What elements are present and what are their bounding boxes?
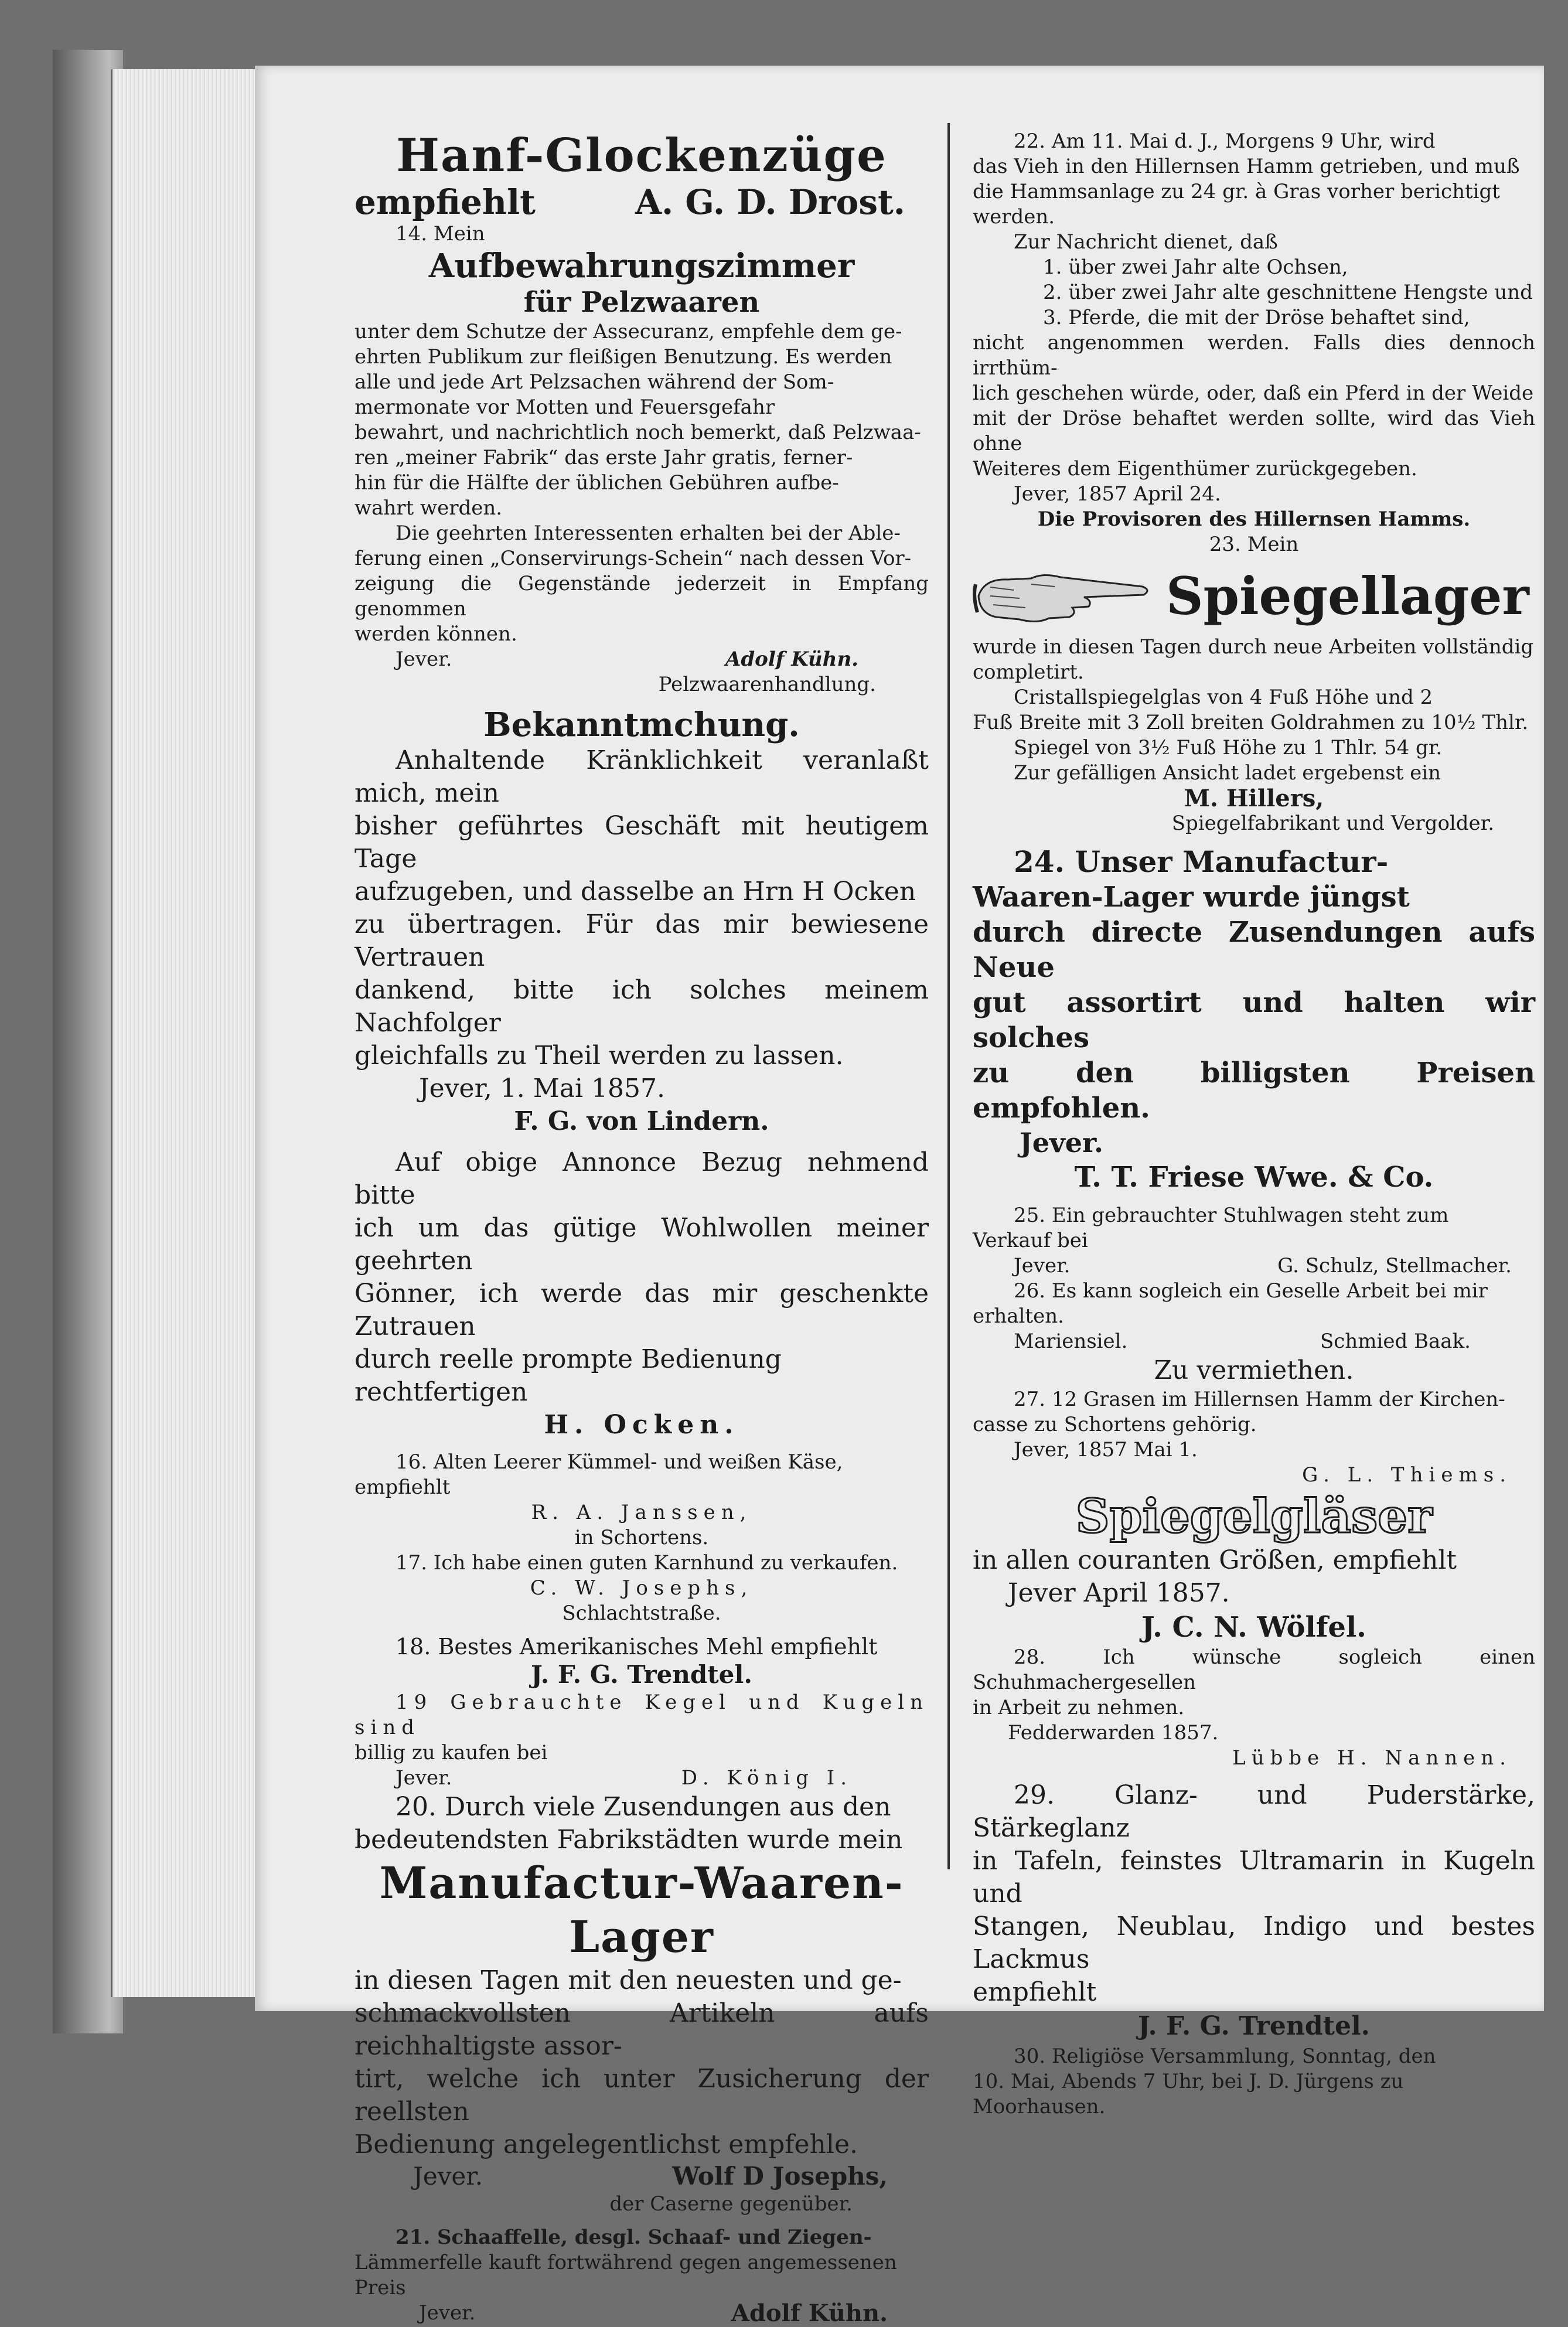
ad-14-body bbox=[354, 319, 929, 647]
ad-23-text3: Spiegel von 3½ Fuß Höhe zu 1 Thlr. 54 gr. bbox=[1014, 736, 1443, 759]
text-line: lich geschehen würde, oder, daß ein Pferd in der Weide bbox=[973, 381, 1534, 405]
ad-17: 17. Ich habe einen guten Karnhund zu verkaufen. bbox=[396, 1551, 898, 1575]
ad-18: 18. Bestes Amerikanisches Mehl empfiehlt bbox=[396, 1634, 878, 1660]
ad-25-b: Verkauf bei bbox=[973, 1229, 1088, 1252]
ad-30-line2: 10. Mai, Abends 7 Uhr, bei J. D. Jürgens zu bbox=[973, 2070, 1404, 2093]
ad-27-head: Zu vermiethen. bbox=[1154, 1355, 1354, 1385]
ad-23-text2: Fuß Breite mit 3 Zoll breiten Goldrahmen zu 10½ Thlr. bbox=[973, 711, 1529, 734]
ad-23-label: 23. Mein bbox=[1209, 533, 1299, 556]
ad-23-head-row bbox=[973, 561, 1535, 631]
page-edges bbox=[111, 69, 256, 1997]
ad-14-head2: für Pelzwaaren bbox=[523, 286, 760, 319]
ad-26-b: erhalten. bbox=[973, 1304, 1064, 1328]
ad-14-head1: Aufbewahrungszimmer bbox=[428, 247, 855, 285]
text-line: durch directe Zusendungen aufs Neue bbox=[973, 916, 1535, 984]
text-line: hin für die Hälfte der üblichen Gebühren aufbe- bbox=[354, 471, 839, 495]
place: Mariensiel. bbox=[1014, 1330, 1128, 1353]
ad-26-sign bbox=[973, 1329, 1535, 1354]
ad-19-line2: billig zu kaufen bei bbox=[354, 1741, 548, 1764]
text-line: dankend, bitte ich solches meinem Nachfolger bbox=[354, 975, 929, 1038]
ad-16-ort: in Schortens. bbox=[574, 1526, 709, 1549]
text-line: nicht angenommen werden. Falls dies dennoch irrthüm- bbox=[973, 331, 1535, 380]
signature-name: Schmied Baak. bbox=[1320, 1330, 1471, 1353]
ad-27-line1: 27. 12 Grasen im Hillernsen Hamm der Kirchen- bbox=[1014, 1388, 1505, 1411]
text-line: alle und jede Art Pelzsachen während der Som- bbox=[354, 370, 834, 394]
signature-name: D. König I. bbox=[681, 1766, 853, 1790]
text-line: Anhaltende Kränklichkeit veranlaßt mich, mein bbox=[354, 745, 929, 808]
ad-24-ort: Jever. bbox=[1020, 1127, 1104, 1159]
ad-20-line1: 20. Durch viele Zusendungen aus den bbox=[396, 1792, 891, 1822]
ad-bek-body bbox=[354, 744, 929, 1072]
ad-28-name: Lübbe H. Nannen. bbox=[1232, 1746, 1512, 1770]
text-line: Zur Nachricht dienet, daß bbox=[1014, 230, 1278, 254]
ad-24-label: 24. Unser Manufactur- bbox=[1014, 844, 1389, 879]
text-line: werden können. bbox=[354, 622, 517, 646]
ad-hanf-title: Hanf-Glockenzüge bbox=[396, 129, 887, 182]
place: Jever. bbox=[396, 648, 452, 671]
text-line: schmackvollsten Artikeln aufs reichhaltigste assor- bbox=[354, 1998, 929, 2061]
ad-30-line3: Moorhausen. bbox=[973, 2095, 1106, 2118]
ad-23-text4: Zur gefälligen Ansicht ladet ergebenst ein bbox=[1014, 761, 1441, 785]
place: Jever. bbox=[396, 1766, 452, 1790]
pointing-hand-icon bbox=[973, 561, 1154, 631]
text-line: Bedienung angelegentlichst empfehle. bbox=[354, 2130, 858, 2159]
ad-bek-date: Jever, 1. Mai 1857. bbox=[419, 1074, 666, 1103]
ad-27-line2: casse zu Schortens gehörig. bbox=[973, 1413, 1257, 1436]
ad-bek-body2 bbox=[354, 1146, 929, 1409]
ad-bek-title: Bekanntmchung. bbox=[483, 706, 800, 744]
text-line: Waaren-Lager wurde jüngst bbox=[973, 881, 1410, 914]
signature-name: G. Schulz, Stellmacher. bbox=[1277, 1254, 1512, 1277]
text-line: in Tafeln, feinstes Ultramarin in Kugeln und bbox=[973, 1846, 1535, 1909]
ad-23-firma: Spiegelfabrikant und Vergolder. bbox=[1171, 812, 1494, 835]
list-item: 1. über zwei Jahr alte Ochsen, bbox=[1043, 255, 1348, 279]
ad-21-line2: Lämmerfelle kauft fortwährend gegen angemessenen bbox=[354, 2251, 897, 2274]
text-line: Weiteres dem Eigenthümer zurückgegeben. bbox=[973, 457, 1417, 481]
list-item: 2. über zwei Jahr alte geschnittene Hengste und bbox=[1043, 281, 1533, 304]
ad-hanf-empfiehlt: empfiehlt bbox=[354, 182, 536, 222]
ad-20-addr: der Caserne gegenüber. bbox=[609, 2192, 853, 2216]
text-line: ehrten Publikum zur fleißigen Benutzung. Es werden bbox=[354, 345, 892, 369]
text-line: gleichfalls zu Theil werden zu lassen. bbox=[354, 1041, 844, 1071]
text-line: tirt, welche ich unter Zusicherung der reellsten bbox=[354, 2064, 929, 2127]
ad-spg-date: Jever April 1857. bbox=[1008, 1578, 1230, 1608]
left-column bbox=[354, 129, 929, 2326]
ad-25-sign bbox=[973, 1253, 1535, 1279]
ad-17-name: C. W. Josephs, bbox=[530, 1576, 754, 1600]
ad-bek-name2: H. Ocken. bbox=[544, 1410, 739, 1440]
ad-17-ort: Schlachtstraße. bbox=[562, 1602, 721, 1625]
column-divider bbox=[947, 123, 950, 1869]
text-line: ferung einen „Conservirungs-Schein“ nach dessen Vor- bbox=[354, 547, 912, 570]
text-line: mermonate vor Motten und Feuersgefahr bbox=[354, 396, 775, 419]
ad-20-line2: bedeutendsten Fabrikstädten wurde mein bbox=[354, 1825, 903, 1855]
ad-29-name: J. F. G. Trendtel. bbox=[1138, 2011, 1370, 2041]
ad-hanf-line bbox=[354, 183, 929, 222]
text-line: 29. Glanz- und Puderstärke, Stärkeglanz bbox=[973, 1780, 1535, 1843]
text-line: Stangen, Neublau, Indigo und bestes Lackmus bbox=[973, 1912, 1535, 1974]
text-line: 22. Am 11. Mai d. J., Morgens 9 Uhr, wird bbox=[1014, 130, 1436, 153]
ad-spg-name: J. C. N. Wölfel. bbox=[1141, 1611, 1366, 1644]
ad-28-line2: in Arbeit zu nehmen. bbox=[973, 1696, 1185, 1719]
ad-24-body bbox=[973, 880, 1535, 1126]
ad-21-sign bbox=[354, 2301, 929, 2326]
text-line: zeigung die Gegenstände jederzeit in Empfang genommen bbox=[354, 572, 929, 621]
signature-name: Die Provisoren des Hillernsen Hamms. bbox=[1037, 507, 1471, 531]
text-line: die Hammsanlage zu 24 gr. à Gras vorher berichtigt bbox=[973, 180, 1500, 203]
text-line: zu übertragen. Für das mir bewiesene Vertrauen bbox=[354, 909, 929, 972]
text-line: das Vieh in den Hillernsen Hamm getrieben, und muß bbox=[973, 155, 1520, 178]
ad-21-line1: 21. Schaaffelle, desgl. Schaaf- und Ziegen- bbox=[396, 2226, 872, 2249]
signature-name: Adolf Kühn. bbox=[731, 2299, 888, 2327]
text-line: wahrt werden. bbox=[354, 496, 503, 520]
ad-20-sign bbox=[354, 2161, 929, 2192]
ad-19-line1: 19 Gebrauchte Kegel und Kugeln sind bbox=[354, 1691, 929, 1739]
ad-22 bbox=[973, 129, 1535, 532]
list-item: 3. Pferde, die mit der Dröse behaftet sind, bbox=[1043, 306, 1470, 329]
place: Jever. bbox=[1014, 1254, 1071, 1277]
ad-25: 25. Ein gebrauchter Stuhlwagen steht zum bbox=[1014, 1204, 1449, 1227]
text-line: Die geehrten Interessenten erhalten bei der Able- bbox=[396, 522, 901, 545]
right-column bbox=[973, 129, 1535, 2120]
text-line: zu den billigsten Preisen empfohlen. bbox=[973, 1057, 1535, 1125]
ad-24-name: T. T. Friese Wwe. & Co. bbox=[1074, 1161, 1434, 1194]
ad-20-head2: Lager bbox=[569, 1912, 714, 1963]
text-line: unter dem Schutze der Assecuranz, empfehle dem ge- bbox=[354, 320, 902, 343]
ad-hanf-firma: A. G. D. Drost. bbox=[635, 182, 905, 222]
ad-23-head: Spiegellager bbox=[1166, 565, 1529, 626]
text-line: gut assortirt und halten wir solches bbox=[973, 986, 1535, 1054]
ad-20-head1: Manufactur-Waaren- bbox=[379, 1858, 904, 1909]
ad-29 bbox=[973, 1779, 1535, 2009]
ad-23-text1: Cristallspiegelglas von 4 Fuß Höhe und 2 bbox=[1014, 686, 1433, 709]
ad-27-name: G. L. Thiems. bbox=[1302, 1463, 1512, 1487]
text-line: bewahrt, und nachrichtlich noch bemerkt, daß Pelzwaa- bbox=[354, 421, 921, 444]
text-line: Gönner, ich werde das mir geschenkte Zutrauen bbox=[354, 1279, 929, 1341]
ad-21-line3: Preis bbox=[354, 2276, 406, 2299]
text-line: Auf obige Annonce Bezug nehmend bitte bbox=[354, 1147, 929, 1210]
ad-19-sign bbox=[354, 1766, 929, 1791]
text-line: aufzugeben, und dasselbe an Hrn H Ocken bbox=[354, 877, 916, 907]
ad-23-body1: wurde in diesen Tagen durch neue Arbeiten vollständig bbox=[973, 635, 1534, 659]
ad-14-sign bbox=[354, 647, 929, 672]
text-line: mit der Dröse behaftet werden sollte, wird das Vieh ohne bbox=[973, 407, 1535, 455]
ad-bek-name: F. G. von Lindern. bbox=[514, 1106, 769, 1136]
ad-14-firma: Pelzwaarenhandlung. bbox=[658, 673, 876, 696]
place: Jever. bbox=[419, 2301, 476, 2325]
ad-23-name: M. Hillers, bbox=[1184, 785, 1324, 812]
text-line: ich um das gütige Wohlwollen meiner geehrten bbox=[354, 1213, 929, 1276]
ad-26: 26. Es kann sogleich ein Geselle Arbeit bei mir bbox=[1014, 1279, 1488, 1303]
ad-20-body bbox=[354, 1964, 929, 2161]
text-line: werden. bbox=[973, 205, 1055, 229]
text-line: in diesen Tagen mit den neuesten und ge- bbox=[354, 1965, 902, 1995]
ad-16-name: R. A. Janssen, bbox=[531, 1501, 752, 1524]
ad-30-line1: 30. Religiöse Versammlung, Sonntag, den bbox=[1014, 2045, 1436, 2068]
ad-spg-head: Spiegelgläser bbox=[1075, 1488, 1433, 1544]
ad-28-line1: 28. Ich wünsche sogleich einen Schuhmachergesellen bbox=[973, 1645, 1535, 1694]
text-line: bisher geführtes Geschäft mit heutigem Tage bbox=[354, 811, 929, 874]
signature-name: Adolf Kühn. bbox=[725, 648, 858, 671]
ad-16: 16. Alten Leerer Kümmel- und weißen Käse, empfiehlt bbox=[354, 1450, 843, 1499]
ad-28-ort: Fedderwarden 1857. bbox=[1008, 1721, 1219, 1745]
ad-27-date: Jever, 1857 Mai 1. bbox=[1014, 1438, 1198, 1461]
ad-spg-body: in allen couranten Größen, empfiehlt bbox=[973, 1545, 1457, 1575]
ad-14-label: 14. Mein bbox=[396, 222, 485, 246]
ad-23-body2: completirt. bbox=[973, 660, 1084, 684]
place: Jever. bbox=[413, 2162, 483, 2190]
signature-name: Wolf D Josephs, bbox=[672, 2162, 888, 2190]
ad-18-name: J. F. G. Trendtel. bbox=[531, 1660, 752, 1689]
text-line: Jever, 1857 April 24. bbox=[1014, 482, 1221, 506]
text-line: empfiehlt bbox=[973, 1977, 1097, 2007]
text-line: durch reelle prompte Bedienung rechtfertigen bbox=[354, 1344, 782, 1407]
text-line: ren „meiner Fabrik“ das erste Jahr gratis, ferner- bbox=[354, 446, 853, 469]
